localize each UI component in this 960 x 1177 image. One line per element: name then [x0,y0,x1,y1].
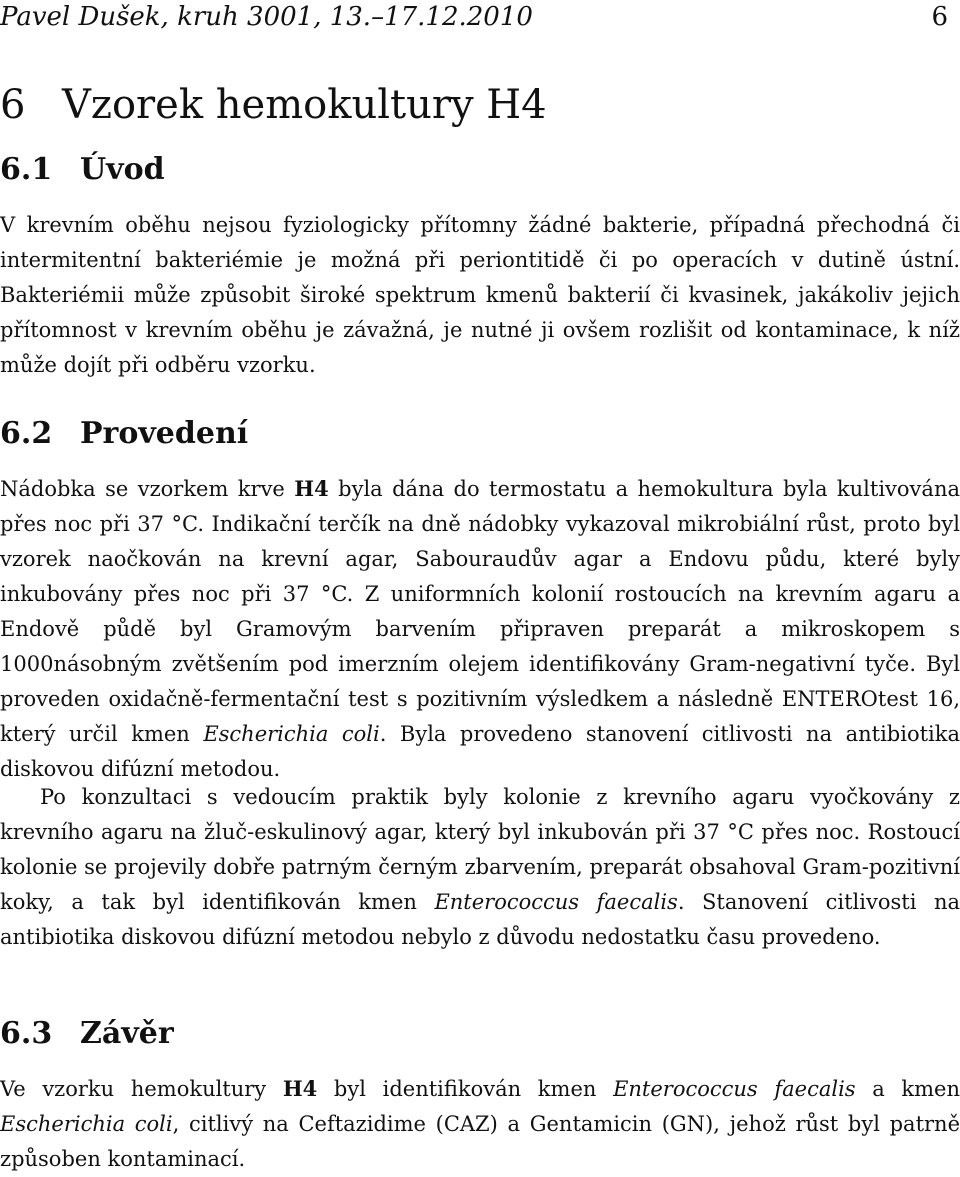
header-author-line: Pavel Dušek, kruh 3001, 13.–17.12.2010 [0,2,533,32]
subsection-number: 6.2 [0,416,53,451]
subsection-heading-intro [0,150,165,190]
sample-code: H4 [282,1076,318,1101]
organism-name: Enterococcus faecalis [613,1077,856,1101]
subsection-title: Závěr [80,1016,174,1051]
section-heading [0,80,547,130]
organism-name: Escherichia coli [203,722,380,746]
section-number: 6 [0,82,26,128]
organism-name: Escherichia coli [0,1112,173,1136]
subsection-heading-procedure [0,414,248,454]
procedure-paragraph-2: Po konzultaci s vedoucím praktik byly kolonie z krevního agaru vyočkovány z krevního agaru na žluč-eskulinový agar, který byl inkubován při 37 °C přes noc. Rostoucí kolonie se projevily dobře patrným černým zbarvením, preparát obsahoval Gram-pozitivní koky, a tak byl identifikován kmen Enterococcus faecalis. Stanovení citlivosti na antibiotika diskovou difúzní metodou nebylo z důvodu nedostatku času provedeno. [0,785,960,949]
procedure-paragraph-1: Nádobka se vzorkem krve H4 byla dána do termostatu a hemokultura byla kultivována přes noc při 37 °C. Indikační terčík na dně nádobky vykazoval mikrobiální růst, proto byl vzorek naočkován na krevní agar, Sabouraudův agar a Endovu půdu, které byly inkubovány přes noc při 37 °C. Z uniformních kolonií rostoucích na krevním agaru a Endově půdě byl Gramovým barvením připraven preparát a mikroskopem s 1000násobným zvětšením pod imerzním olejem identifikovány Gram-negativní tyče. Byl proveden oxidačně-fermentační test s pozitivním výsledkem a následně ENTEROtest 16, který určil kmen Escherichia coli. Byla provedeno stanovení citlivosti na antibiotika diskovou difúzní metodou. [0,476,960,781]
organism-name: Enterococcus faecalis [434,890,678,914]
conclusion-paragraph: Ve vzorku hemokultury H4 byl identifikován kmen Enterococcus faecalis a kmen Escherichia coli, citlivý na Ceftazidime (CAZ) a Gentamicin (GN), jehož růst byl patrně způsoben kontaminací. [0,1076,960,1171]
subsection-title: Úvod [80,152,165,187]
subsection-number: 6.3 [0,1016,53,1051]
subsection-heading-conclusion [0,1014,174,1054]
sample-code: H4 [294,476,329,501]
subsection-title: Provedení [80,416,249,451]
running-header [0,0,948,34]
page-number: 6 [931,2,948,32]
intro-paragraph: V krevním oběhu nejsou fyziologicky přítomny žádné bakterie, případná přechodná či intermitentní bakteriémie je možná při periontitidě či po operacích v dutině ústní. Bakteriémii může způsobit široké spektrum kmenů bakterií či kvasinek, jakákoliv jejich přítomnost v krevním oběhu je závažná, je nutné ji ovšem rozlišit od kontaminace, k níž může dojít při odběru vzorku. [0,213,960,377]
subsection-number: 6.1 [0,152,53,187]
section-title: Vzorek hemokultury H4 [62,82,547,128]
